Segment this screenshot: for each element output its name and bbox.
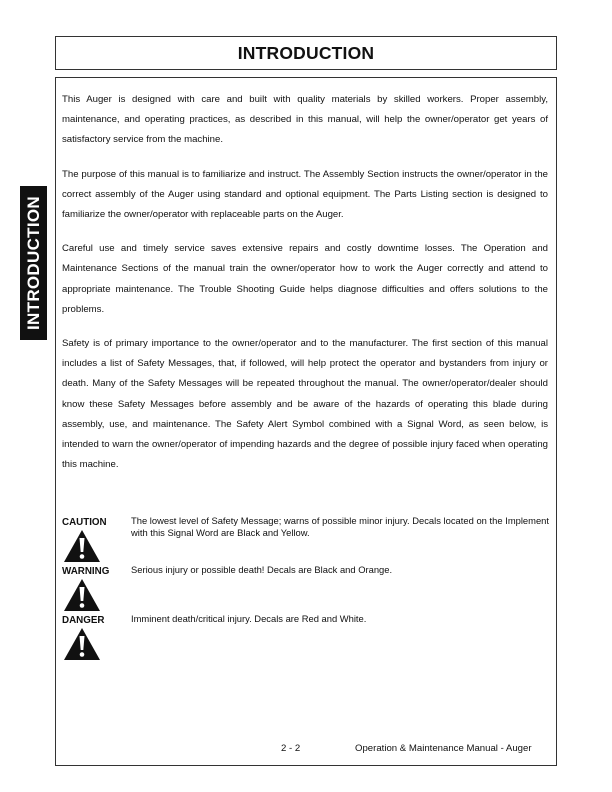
signal-description: The lowest level of Safety Message; warns of possible minor injury. Decals located on the Implement with this Signal Word are Black and Yellow.: [131, 515, 549, 538]
footer-manual-title: Operation & Maintenance Manual - Auger: [355, 743, 532, 754]
title-box: [55, 36, 557, 70]
side-tab-label: INTRODUCTION: [23, 196, 43, 330]
warning-triangle-icon: [63, 578, 101, 612]
page-title: INTRODUCTION: [237, 42, 375, 63]
signal-description: Imminent death/critical injury. Decals are Red and White.: [131, 613, 367, 624]
signal-description: Serious injury or possible death! Decals are Black and Orange.: [131, 564, 393, 575]
page-number: 2 - 2: [281, 743, 301, 754]
paragraph-safety: Safety is of primary importance to the owner/operator and to the manufacturer. The first section of this manual includes a list of Safety Messages, that, if followed, will help protect the operator and bystanders from injury or death. Many of the Safety Messages will be repeated throughout the manual. The owner/operator/dealer should know these Safety Messages before assembly and be aware of the hazards of operating this blade during assembly, use, and maintenance. The Safety Alert Symbol combined with a Signal Word, as seen below, is intended to warn the owner/operator of impending hazards and the degree of possible injury faced when operating this machine.: [62, 338, 548, 471]
paragraph-careful-use: Careful use and timely service saves extensive repairs and costly downtime losses. The Operation and Maintenance Sections of the manual train the owner/operator how to work the Auger correctly and attend to appropriate maintenance. The Trouble Shooting Guide helps diagnose difficulties and offers solutions to the problems.: [62, 243, 548, 315]
introduction-body: [62, 90, 548, 489]
warning-triangle-icon: [63, 627, 101, 661]
signal-word: WARNING: [62, 566, 110, 577]
signal-word: DANGER: [62, 615, 105, 626]
signal-word: CAUTION: [62, 517, 107, 528]
paragraph-purpose-auger: This Auger is designed with care and built with quality materials by skilled workers. Proper assembly, maintenance, and operating practices, as described in this manual, will help the owner/operator get years of satisfactory service from the machine.: [62, 94, 548, 146]
warning-triangle-icon: [63, 529, 101, 563]
section-side-tab: [20, 186, 47, 340]
paragraph-purpose-manual: The purpose of this manual is to familiarize and instruct. The Assembly Section instructs the owner/operator in the correct assembly of the Auger using standard and optional equipment. The Parts Listing section is designed to familiarize the owner/operator with replaceable parts on the Auger.: [62, 168, 548, 221]
